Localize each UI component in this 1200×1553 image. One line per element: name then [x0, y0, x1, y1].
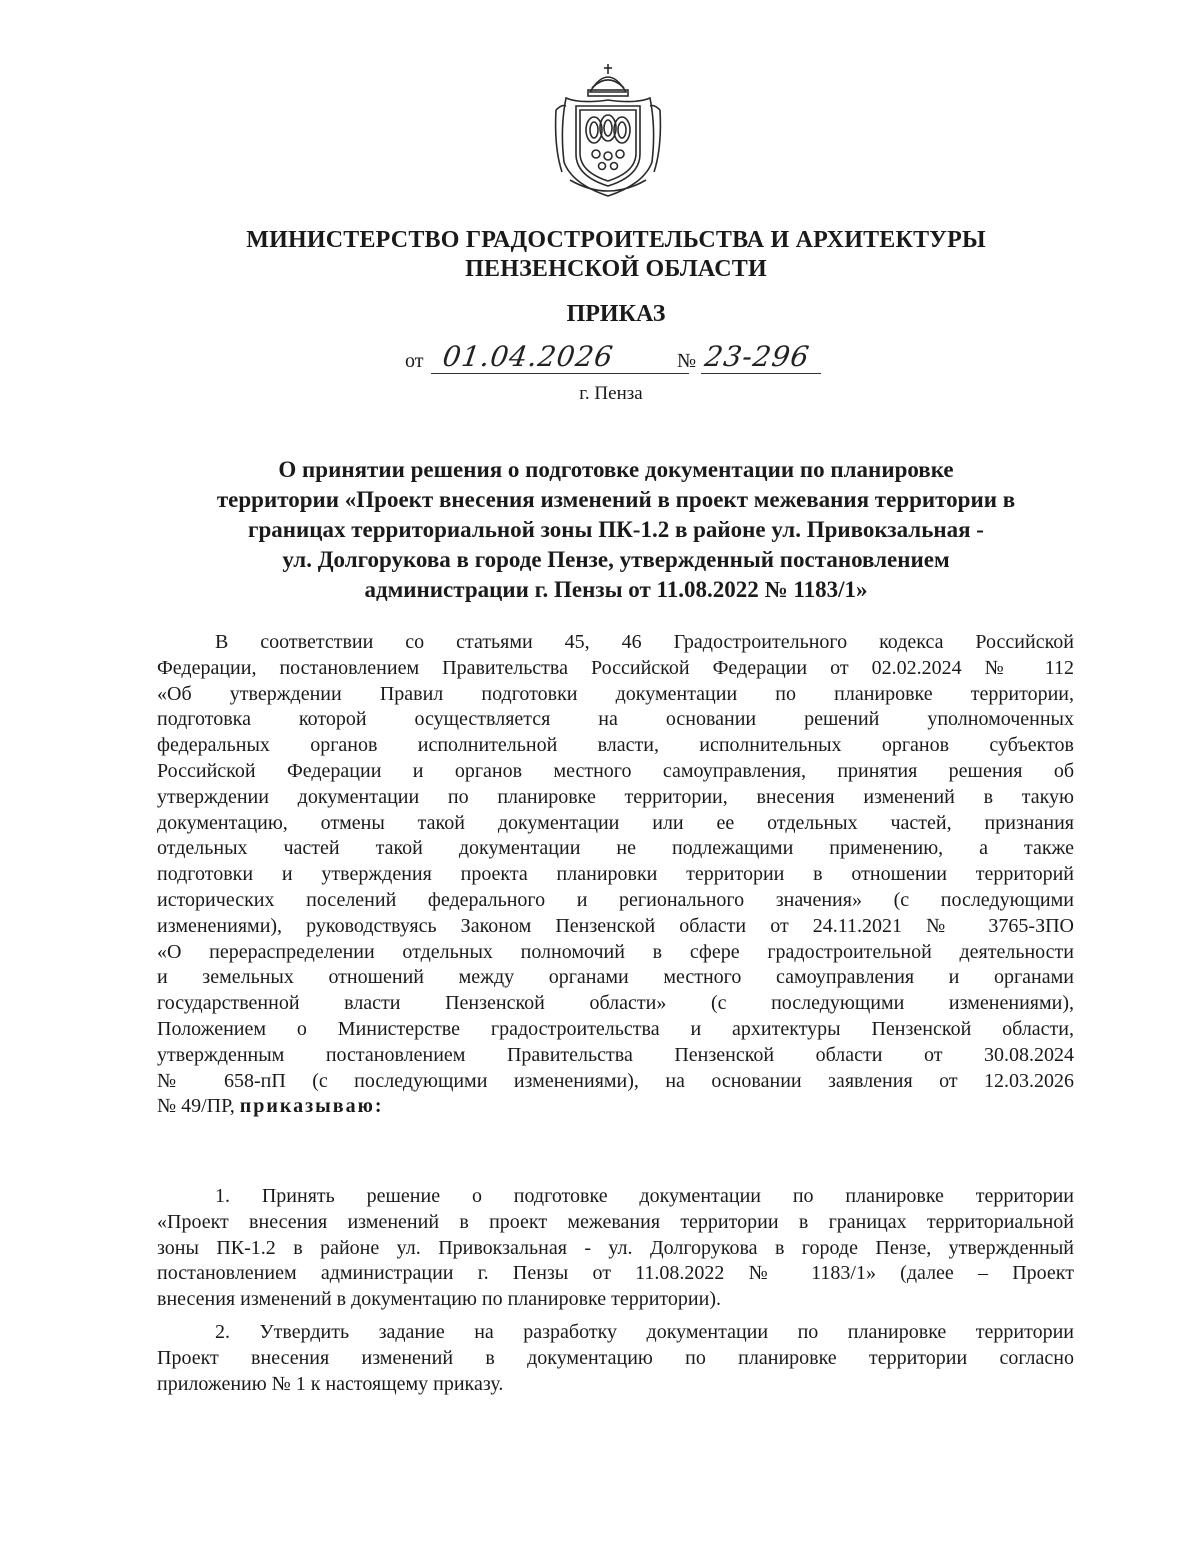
preamble-line: исторических поселений федерального и регионального значения» (с последующими [157, 888, 1074, 911]
ministry-heading [0, 226, 1200, 284]
doc-type-title: ПРИКАЗ [566, 301, 666, 327]
date-underline [431, 373, 689, 374]
number-prefix: № [677, 350, 697, 372]
subject-line: О принятии решения о подготовке документации по планировке [278, 457, 954, 482]
item1-line: «Проект внесения изменений в проект межевания территории в границах территориальной [157, 1210, 1074, 1233]
preamble-line: Российской Федерации и органов местного самоуправления, принятия решения об [157, 759, 1074, 782]
preamble-line: «О перераспределении отдельных полномочий в сфере градостроительной деятельности [157, 940, 1074, 963]
city-label: г. Пенза [579, 383, 643, 404]
preamble-line: отдельных частей такой документации не подлежащими применению, а также [157, 837, 1074, 860]
preamble-line: изменениями), руководствуясь Законом Пензенской области от 24.11.2021 № 3765-ЗПО [157, 914, 1074, 937]
order-item-2 [157, 1320, 1074, 1397]
preamble-line: государственной власти Пензенской области» (с последующими изменениями), [157, 992, 1074, 1015]
item2-line: 2. Утвердить задание на разработку документации по планировке территории [215, 1321, 1074, 1343]
coat-of-arms-emblem [552, 58, 664, 200]
ministry-name-line1: МИНИСТЕРСТВО ГРАДОСТРОИТЕЛЬСТВА И АРХИТЕКТУРЫ [246, 227, 986, 253]
preamble-last-line [157, 1094, 1074, 1120]
order-item-1 [157, 1184, 1074, 1313]
item1-line: внесения изменений в документацию по планировке территории). [157, 1288, 721, 1311]
date-prefix: от [405, 350, 424, 372]
item2-line: Проект внесения изменений в документацию по планировке территории согласно [157, 1346, 1074, 1369]
order-date-number-line [405, 340, 845, 380]
preamble-line: «Об утверждении Правил подготовки документации по планировке территории, [157, 682, 1074, 705]
item1-line: зоны ПК-1.2 в районе ул. Привокзальная - ул. Долгорукова в городе Пензе, утвержденный [157, 1236, 1074, 1259]
handwritten-number: 23-296 [702, 340, 812, 373]
subject-line: территории «Проект внесения изменений в проект межевания территории в [216, 487, 1016, 512]
preamble-line: утверждении документации по планировке территории, внесения изменений в такую [157, 785, 1074, 808]
preamble-last-prefix: № 49/ПР, [157, 1095, 240, 1118]
order-subject [150, 455, 1082, 605]
preamble-line: Федерации, постановлением Правительства Российской Федерации от 02.02.2024 № 112 [157, 656, 1074, 679]
subject-line: администрации г. Пензы от 11.08.2022 № 1183/1» [364, 577, 868, 602]
order-verb: приказываю: [239, 1095, 384, 1118]
number-underline [701, 373, 821, 374]
subject-line: границах территориальной зоны ПК-1.2 в районе ул. Привокзальная - [248, 517, 984, 542]
preamble-line: подготовки и утверждения проекта планировки территории в отношении территорий [157, 863, 1074, 886]
preamble-line: Положением о Министерстве градостроительства и архитектуры Пензенской области, [157, 1017, 1074, 1040]
ministry-name-line2: ПЕНЗЕНСКОЙ ОБЛАСТИ [465, 256, 767, 282]
preamble-line: утвержденным постановлением Правительства Пензенской области от 30.08.2024 [157, 1043, 1074, 1066]
item2-line: приложению № 1 к настоящему приказу. [157, 1372, 504, 1395]
subject-line: ул. Долгорукова в городе Пензе, утвержденный постановлением [282, 547, 950, 572]
item1-line: постановлением администрации г. Пензы от 11.08.2022 № 1183/1» (далее – Проект [157, 1262, 1074, 1285]
preamble-line: документацию, отмены такой документации или ее отдельных частей, признания [157, 811, 1074, 834]
handwritten-date: 01.04.2026 [440, 340, 616, 373]
preamble-line: федеральных органов исполнительной власти, исполнительных органов субъектов [157, 734, 1074, 757]
item1-line: 1. Принять решение о подготовке документации по планировке территории [215, 1185, 1074, 1207]
preamble-line: В соответствии со статьями 45, 46 Градостроительного кодекса Российской [215, 631, 1074, 653]
preamble-line: и земельных отношений между органами местного самоуправления и органами [157, 966, 1074, 989]
preamble-line: подготовка которой осуществляется на основании решений уполномоченных [157, 708, 1074, 731]
preamble-paragraph [157, 630, 1074, 1120]
preamble-line: № 658-пП (с последующими изменениями), на основании заявления от 12.03.2026 [157, 1069, 1074, 1092]
